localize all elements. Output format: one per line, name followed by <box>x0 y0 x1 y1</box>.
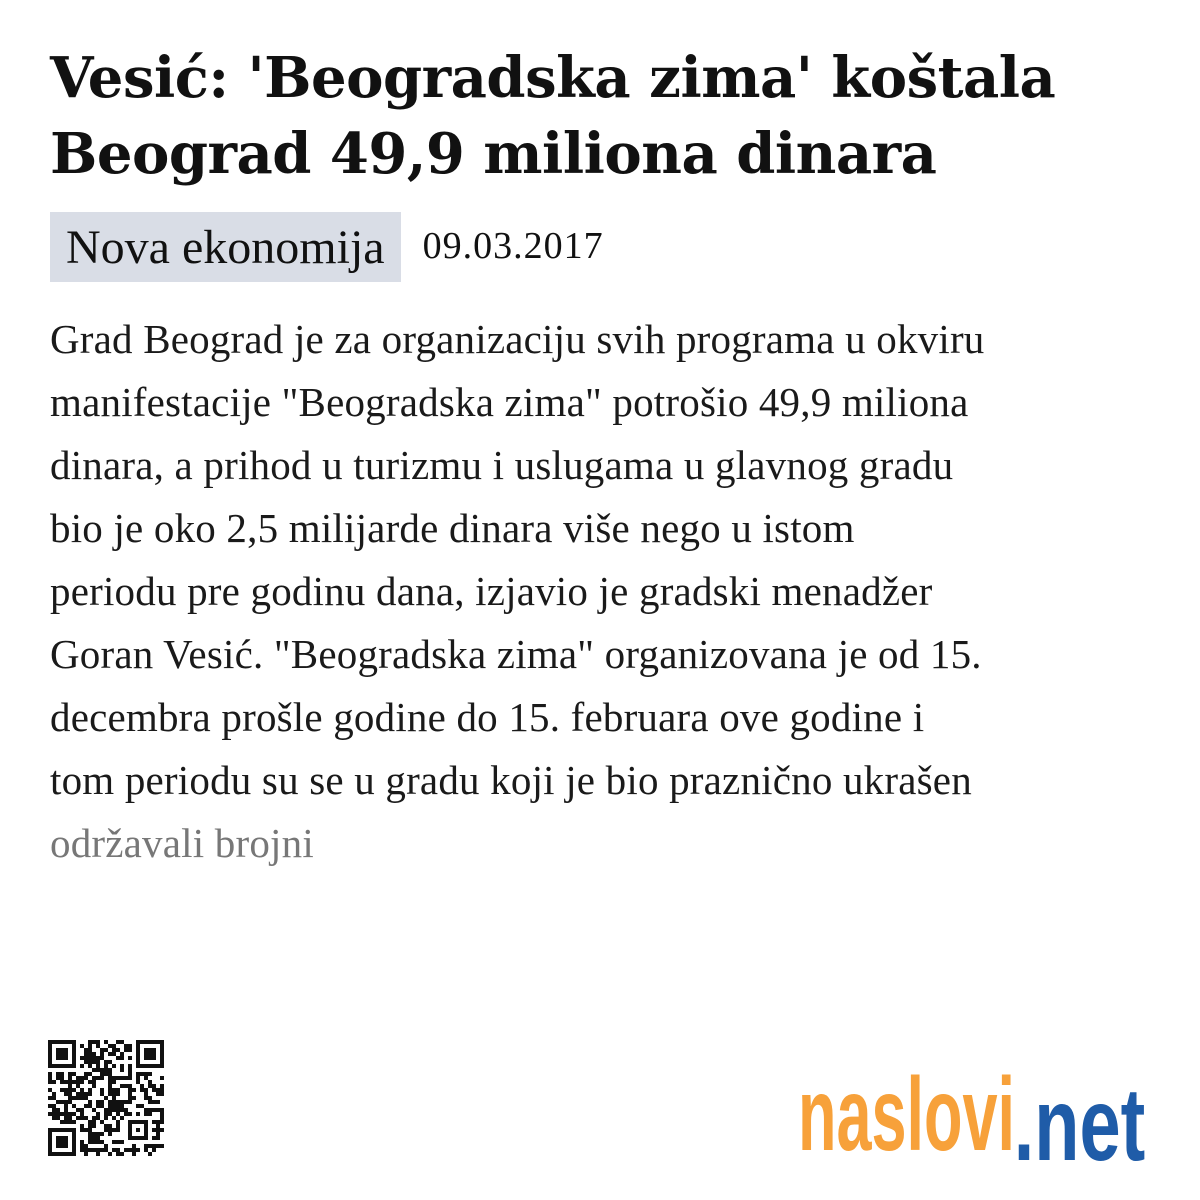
article-title: Vesić: 'Beogradska zima' koštala Beograd 49,9 miliona dinara <box>50 45 1056 187</box>
body-line: dinara, a prihod u turizmu i uslugama u glavnog gradu <box>50 442 954 488</box>
article-body <box>50 308 1160 875</box>
svg-text:.net: .net <box>1013 1068 1146 1168</box>
body-line: Goran Vesić. "Beogradska zima" organizovana je od 15. <box>50 631 982 677</box>
source-badge[interactable]: Nova ekonomija <box>50 212 401 282</box>
article-meta <box>50 212 604 282</box>
body-line: periodu pre godinu dana, izjavio je gradski menadžer <box>50 568 933 614</box>
naslovi-logo[interactable] <box>798 1068 1168 1168</box>
body-line: decembra prošle godine do 15. februara ove godine i <box>50 694 925 740</box>
qr-code-icon[interactable] <box>48 1040 164 1156</box>
body-line: Grad Beograd je za organizaciju svih programa u okviru <box>50 316 985 362</box>
body-line: bio je oko 2,5 milijarde dinara više nego u istom <box>50 505 855 551</box>
body-line: manifestacije "Beogradska zima" potrošio 49,9 miliona <box>50 379 969 425</box>
body-line-faded: održavali brojni <box>50 820 314 866</box>
publish-date: 09.03.2017 <box>422 225 604 267</box>
body-line: tom periodu su se u gradu koji je bio praznično ukrašen <box>50 757 972 803</box>
svg-text:naslovi: naslovi <box>798 1068 1015 1168</box>
